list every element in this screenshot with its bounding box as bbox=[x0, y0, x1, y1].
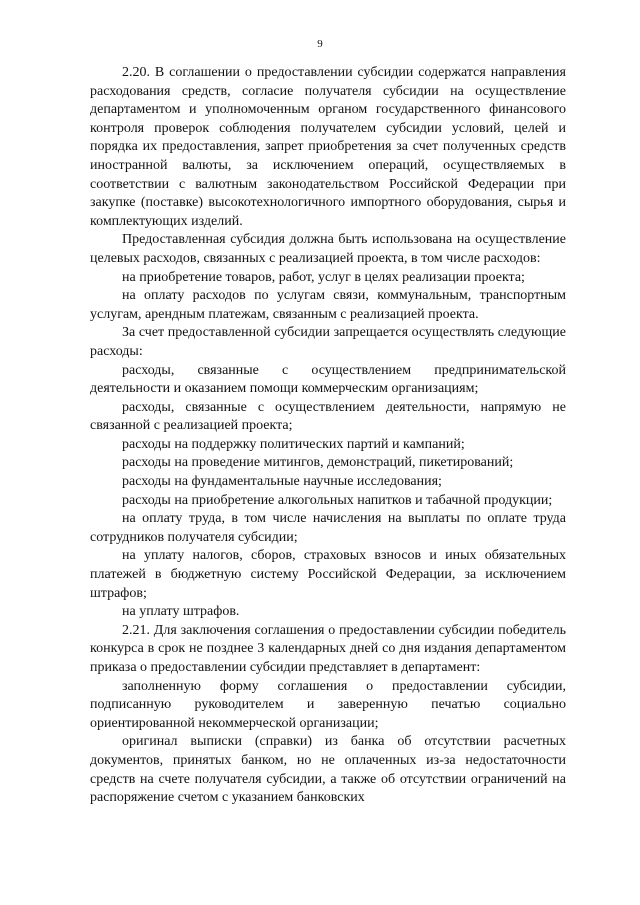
paragraph-item-business: расходы, связанные с осуществлением предпринимательской деятельности и оказанием помощи коммерческим организациям; bbox=[90, 362, 566, 397]
paragraph-item-research: расходы на фундаментальные научные исследования; bbox=[122, 474, 442, 490]
paragraph-item-agreement-form: заполненную форму соглашения о предоставлении субсидии, подписанную руководителем и заверенную печатью социально ориентированной некоммерческой организации; bbox=[90, 678, 566, 731]
paragraph-item-fines: на уплату штрафов. bbox=[122, 604, 240, 620]
paragraph-item-taxes: на уплату налогов, сборов, страховых взносов и иных обязательных платежей в бюджетную систему Российской Федерации, за исключением штрафов; bbox=[90, 548, 566, 601]
paragraph-2-20: 2.20. В соглашении о предоставлении субсидии содержатся направления расходования средств, согласие получателя субсидии на осуществление департаментом и уполномоченным органом государственного финансового контроля проверок соблюдения получателем субсидии условий, целей и порядка их предоставления, запрет приобретения за счет полученных средств иностранной валюты, за исключением операций, осуществляемых в соответствии с валютным законодательством Российской Федерации при закупке (поставке) высокотехнологичного импортного оборудования, сырья и комплектующих изделий. bbox=[90, 65, 566, 229]
paragraph-item-services: на оплату расходов по услугам связи, коммунальным, транспортным услугам, арендным платежам, связанным с реализацией проекта. bbox=[90, 288, 566, 322]
paragraph-2-21: 2.21. Для заключения соглашения о предоставлении субсидии победитель конкурса в срок не позднее 3 календарных дней со дня издания департаментом приказа о предоставлении субсидии представляет в департамент: bbox=[90, 622, 566, 675]
paragraph-item-rallies: расходы на проведение митингов, демонстраций, пикетирований; bbox=[122, 455, 514, 471]
paragraph-item-goods: на приобретение товаров, работ, услуг в целях реализации проекта; bbox=[122, 269, 525, 285]
page-number: 9 bbox=[317, 38, 323, 50]
paragraph-item-salary: на оплату труда, в том числе начисления на выплаты по оплате труда сотрудников получателя субсидии; bbox=[90, 511, 566, 545]
document-body bbox=[90, 64, 566, 808]
paragraph-item-bank-statement: оригинал выписки (справки) из банка об отсутствии расчетных документов, принятых банком, но не оплаченных из-за недостаточности средств на счете получателя субсидии, а также об отсутствии ограничений на распоряжение счетом с указанием банковских bbox=[90, 734, 566, 806]
paragraph-prohibited-intro: За счет предоставленной субсидии запрещается осуществлять следующие расходы: bbox=[90, 325, 566, 359]
paragraph-subsidy-use: Предоставленная субсидия должна быть использована на осуществление целевых расходов, связанных с реализацией проекта, в том числе расходов: bbox=[90, 232, 566, 266]
paragraph-item-political: расходы на поддержку политических партий и кампаний; bbox=[122, 436, 465, 452]
paragraph-item-alcohol: расходы на приобретение алкогольных напитков и табачной продукции; bbox=[122, 492, 553, 508]
paragraph-item-unrelated: расходы, связанные с осуществлением деятельности, напрямую не связанной с реализацией проекта; bbox=[90, 399, 566, 434]
